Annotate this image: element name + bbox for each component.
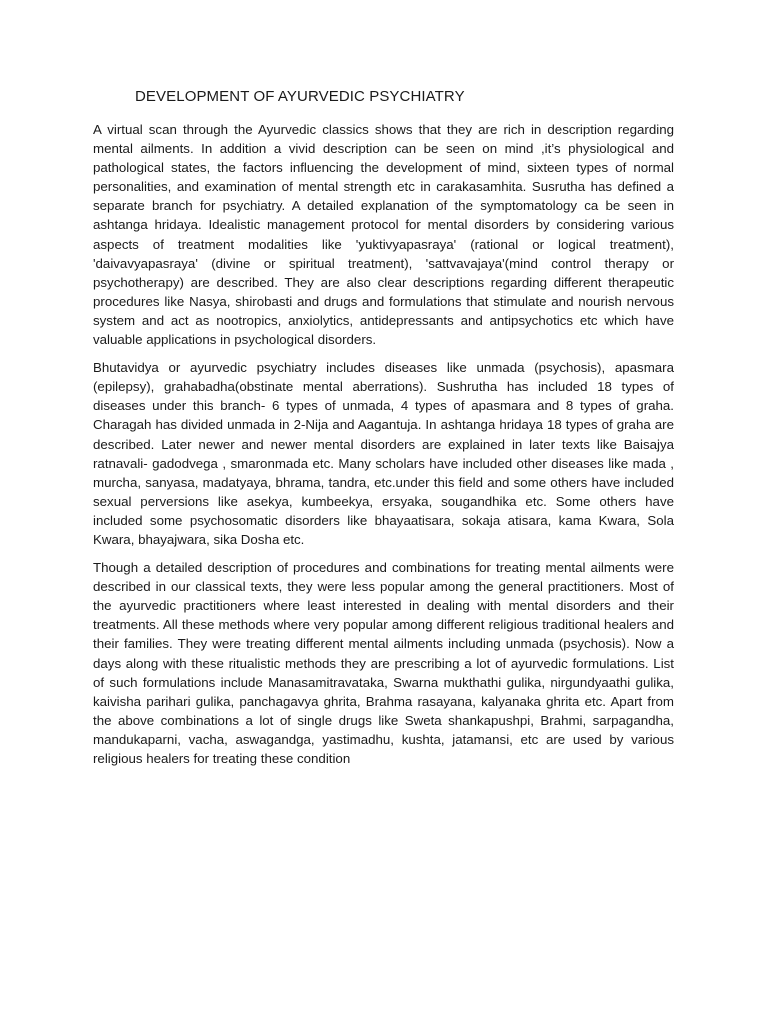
paragraph-2: Bhutavidya or ayurvedic psychiatry includes diseases like unmada (psychosis), apasmara (epilepsy), grahabadha(obstinate mental aberrations). Sushrutha has included 18 types of diseases under this branch- 6 types of unmada, 4 types of apasmara and 8 types of graha. Charagah has divided unmada in 2-Nija and Aagantuja. In ashtanga hridaya 18 types of graha are described. Later newer and newer mental disorders are explained in later texts like Baisajya ratnavali- gadodvega , smaronmada etc. Many scholars have included other diseases like mada , murcha, sanyasa, madatyaya, bhrama, tandra, etc.under this field and some others have included sexual perversions like asekya, kumbeekya, ersyaka, sougandhika etc. Some others have included some psychosomatic disorders like bhayaatisara, sokaja atisara, kama Kwara, Sola Kwara, bhayajwara, sika Dosha etc.: [93, 360, 674, 547]
document-body: [93, 120, 674, 777]
document-title: DEVELOPMENT OF AYURVEDIC PSYCHIATRY: [135, 88, 465, 105]
paragraph-1: A virtual scan through the Ayurvedic classics shows that they are rich in description regarding mental ailments. In addition a vivid description can be seen on mind ,it’s physiological and pathological states, the factors influencing the development of mind, sixteen types of normal personalities, and examination of mental strength etc in carakasamhita. Susrutha has defined a separate branch for psychiatry. A detailed explanation of the symptomatology ca be seen in ashtanga hridaya. Idealistic management protocol for mental disorders by considering various aspects of treatment modalities like 'yuktivyapasraya' (rational or logical treatment), 'daivavyapasraya' (divine or spiritual treatment), 'sattvavajaya'(mind control therapy or psychotherapy) are described. They are also clear descriptions regarding different therapeutic procedures like Nasya, shirobasti and drugs and formulations that stimulate and nourish nervous system and act as nootropics, anxiolytics, antidepressants and antipsychotics etc which have valuable applications in psychological disorders.: [93, 122, 674, 348]
paragraph-3: Though a detailed description of procedures and combinations for treating mental ailments were described in our classical texts, they were less popular among the general practitioners. Most of the ayurvedic practitioners where least interested in dealing with mental disorders and their treatments. All these methods where very popular among different religious traditional healers and their families. They were treating different mental ailments including unmada (psychosis). Now a days along with these ritualistic methods they are prescribing a lot of ayurvedic formulations. List of such formulations include Manasamitravataka, Swarna mukthathi gulika, nirgundyaathi gulika, kaivisha parihari gulika, panchagavya ghrita, Brahma rasayana, kalyanaka ghrita etc. Apart from the above combinations a lot of single drugs like Sweta shankapushpi, Brahmi, sarpagandha, mandukaparni, vacha, aswagandga, yastimadhu, kushta, jatamansi, etc are used by various religious healers for treating these condition: [93, 560, 674, 766]
